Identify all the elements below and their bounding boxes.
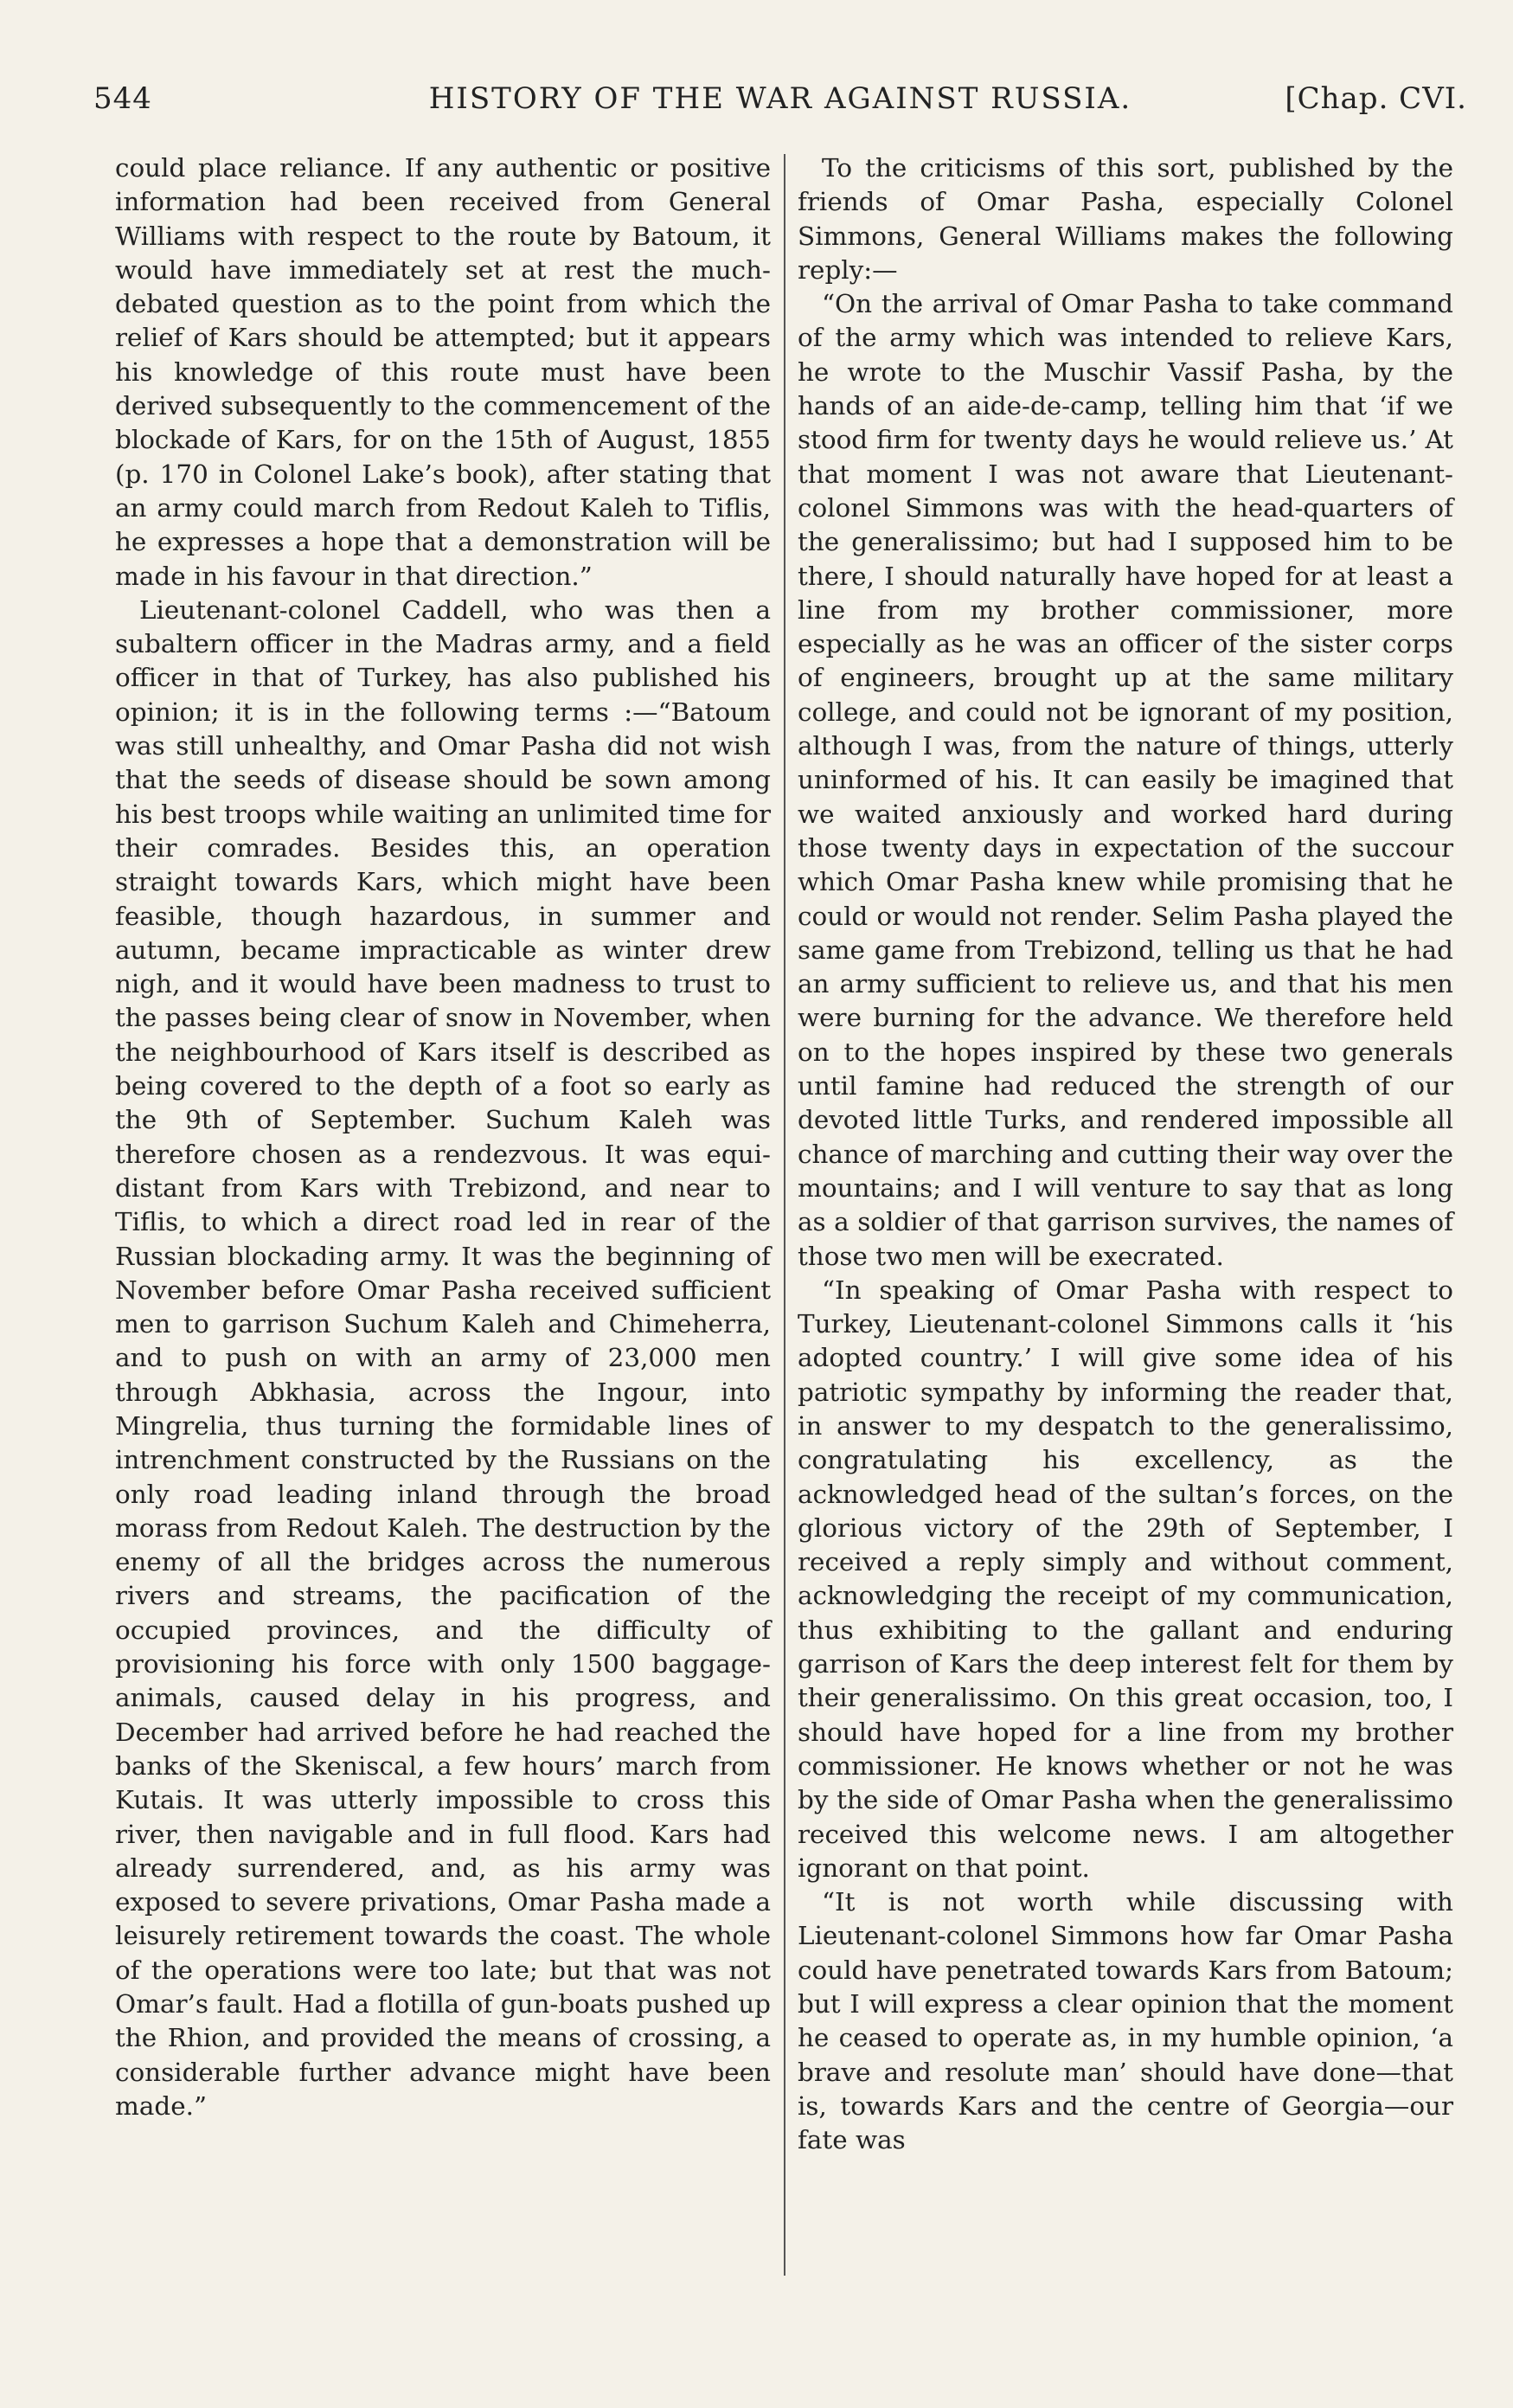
column-divider — [784, 154, 785, 2276]
paragraph: “In speaking of Omar Pasha with respect to Turkey, Lieutenant-colonel Simmons calls it ‘his adopted country.’ I will give some idea of his patriotic sympathy by informing the reader that, in answer to my despatch to the generalissimo, congratulating his excellency, as the acknowledged head of the sultan’s forces, on the glorious victory of the 29th of September, I received a reply simply and without comment, acknowledging the receipt of my communication, thus exhibiting to the gallant and enduring garrison of Kars the deep interest felt for them by their generalissimo. On this great occasion, too, I should have hoped for a line from my brother commissioner. He knows whether or not he was by the side of Omar Pasha when the generalissimo received this welcome news. I am altogether ignorant on that point. — [798, 1275, 1453, 1883]
paragraph: “On the arrival of Omar Pasha to take command of the army which was intended to relieve Kars, he wrote to the Muschir Vassif Pasha, by the hands of an aide-de-camp, telling him that ‘if we stood firm for twenty days he would relieve us.’ At that moment I was not aware that Lieutenant-colonel Simmons was with the head-quarters of the generalissimo; but had I supposed him to be there, I should naturally have hoped for at least a line from my brother commissioner, more especially as he was an officer of the sister corps of engineers, brought up at the same military college, and could not be ignorant of my position, although I was, from the nature of things, utterly uninformed of his. It can easily be imagined that we waited anxiously and worked hard during those twenty days in expectation of the succour which Omar Pasha knew while promising that he could or would not render. Selim Pasha played the same game from Trebizond, telling us that he had an army sufficient to relieve us, and that his men were burning for the advance. We therefore held on to the hopes inspired by these two generals until famine had reduced the strength of our devoted little Turks, and rendered impossible all chance of marching and cutting their way over the mountains; and I will venture to say that as long as a soldier of that garrison survives, the names of those two men will be execrated. — [798, 289, 1453, 1271]
running-title: HISTORY OF THE WAR AGAINST RUSSIA. — [428, 81, 1132, 116]
left-column — [115, 151, 771, 2123]
page-header — [93, 81, 1467, 133]
paragraph: could place reliance. If any authentic or positive information had been received from General Williams with respect to the route by Batoum, it would have immediately set at rest the much-debated question as to the point from which the relief of Kars should be attempted; but it appears his knowledge of this route must have been derived subsequently to the commencement of the blockade of Kars, for on the 15th of August, 1855 (p. 170 in Colonel Lake’s book), after stating that an army could march from Redout Kaleh to Tiflis, he expresses a hope that a demonstration will be made in his favour in that direction.” — [115, 153, 771, 591]
paragraph: “It is not worth while discussing with Lieutenant-colonel Simmons how far Omar Pasha could have penetrated towards Kars from Batoum; but I will express a clear opinion that the moment he ceased to operate as, in my humble opinion, ‘a brave and resolute man’ should have done—that is, towards Kars and the centre of Georgia—our fate was — [798, 1887, 1453, 2155]
page-number: 544 — [93, 81, 152, 116]
right-column — [798, 151, 1453, 2158]
paragraph: Lieutenant-colonel Caddell, who was then a subaltern officer in the Madras army, and a field officer in that of Turkey, has also published his opinion; it is in the following terms :—“Batoum was still unhealthy, and Omar Pasha did not wish that the seeds of disease should be sown among his best troops while waiting an unlimited time for their comrades. Besides this, an operation straight towards Kars, which might have been feasible, though hazardous, in summer and autumn, became impracticable as winter drew nigh, and it would have been madness to trust to the passes being clear of snow in November, when the neighbourhood of Kars itself is described as being covered to the depth of a foot so early as the 9th of September. Suchum Kaleh was therefore chosen as a rendezvous. It was equi-distant from Kars with Trebizond, and near to Tiflis, to which a direct road led in rear of the Russian blockading army. It was the beginning of November before Omar Pasha received sufficient men to garrison Suchum Kaleh and Chimeherra, and to push on with an army of 23,000 men through Abkhasia, across the Ingour, into Mingrelia, thus turning the formidable lines of intrenchment constructed by the Russians on the only road leading inland through the broad morass from Redout Kaleh. The destruction by the enemy of all the bridges across the numerous rivers and streams, the pacification of the occupied provinces, and the difficulty of provisioning his force with only 1500 baggage-animals, caused delay in his progress, and December had arrived before he had reached the banks of the Skeniscal, a few hours’ march from Kutais. It was utterly impossible to cross this river, then navigable and in full flood. Kars had already surrendered, and, as his army was exposed to severe privations, Omar Pasha made a leisurely retirement towards the coast. The whole of the operations were too late; but that was not Omar’s fault. Had a flotilla of gun-boats pushed up the Rhion, and provided the means of crossing, a considerable further advance might have been made.” — [115, 594, 771, 2121]
paragraph: To the criticisms of this sort, published by the friends of Omar Pasha, especially Colonel Simmons, General Williams makes the following reply:— — [798, 153, 1453, 285]
chapter-reference: [Chap. CVI. — [1285, 81, 1467, 116]
